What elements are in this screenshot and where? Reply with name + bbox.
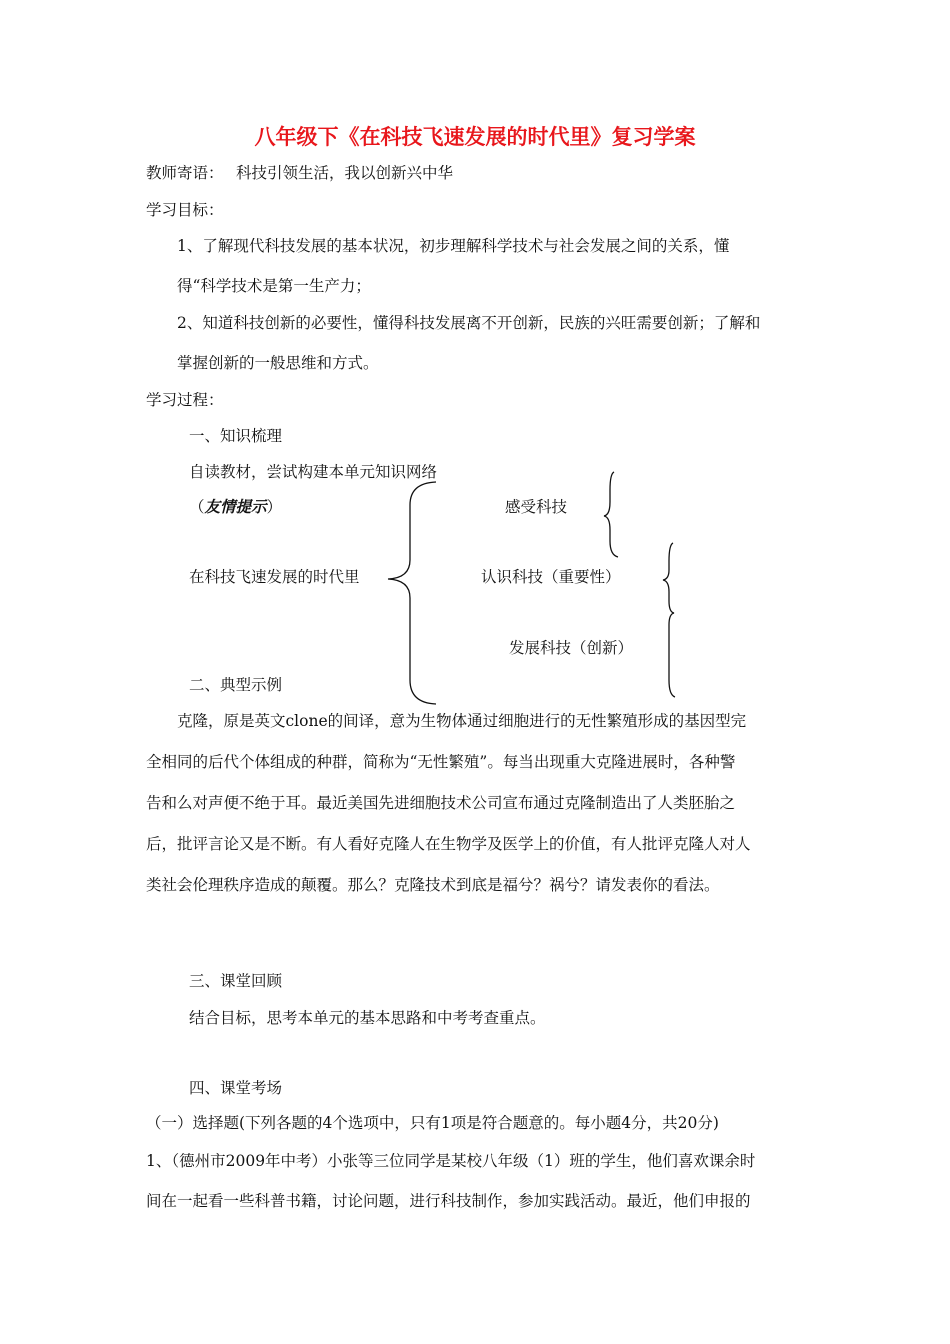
teacher-message-text: 科技引领生活，我以创新兴中华 <box>236 164 454 182</box>
example-paragraph-line-1: 克隆，原是英文clone的间译，意为生物体通过细胞进行的无性繁殖形成的基因型完 <box>177 712 747 730</box>
question-1-line-1: 1、（德州市2009年中考）小张等三位同学是某校八年级（1）班的学生，他们喜欢课余时 <box>146 1152 756 1170</box>
section-4-heading: 四、课堂考场 <box>189 1079 283 1097</box>
question-1-line-2: 间在一起看一些科普书籍，讨论问题，进行科技制作，参加实践活动。最近，他们申报的 <box>146 1192 751 1210</box>
hint-open-paren: （ <box>189 498 205 516</box>
map-node-feel: 感受科技 <box>505 498 568 516</box>
goal-2-line-2: 掌握创新的一般思维和方式。 <box>177 354 379 372</box>
teacher-message-label: 教师寄语： <box>146 164 224 182</box>
goal-1-line-1: 1、了解现代科技发展的基本状况，初步理解科学技术与社会发展之间的关系，懂 <box>177 237 730 255</box>
section-1-heading: 一、知识梳理 <box>189 427 283 445</box>
hint-close-paren: ） <box>266 498 283 516</box>
section-3-text: 结合目标，思考本单元的基本思路和中考考查重点。 <box>189 1009 546 1027</box>
example-paragraph-line-5: 类社会伦理秩序造成的颠覆。那么？克隆技术到底是福兮？祸兮？请发表你的看法。 <box>146 876 720 894</box>
goals-heading: 学习目标： <box>146 201 224 219</box>
map-root-node: 在科技飞速发展的时代里 <box>189 568 360 586</box>
example-paragraph-line-2: 全相同的后代个体组成的种群，简称为“无性繁殖”。每当出现重大克隆进展时，各种警 <box>146 753 736 771</box>
goal-2-line-1: 2、知道科技创新的必要性，懂得科技发展离不开创新，民族的兴旺需要创新；了解和 <box>177 314 761 332</box>
multiple-choice-intro: （一）选择题(下列各题的4个选项中，只有1项是符合题意的。每小题4分，共20分) <box>146 1114 719 1132</box>
process-heading: 学习过程： <box>146 391 224 409</box>
goal-1-line-2: 得“科学技术是第一生产力； <box>177 277 371 295</box>
example-paragraph-line-3: 告和么对声便不绝于耳。最近美国先进细胞技术公司宣布通过克隆制造出了人类胚胎之 <box>146 794 736 812</box>
develop-brace <box>663 543 675 697</box>
section-2-heading: 二、典型示例 <box>189 676 283 694</box>
feel-brace <box>604 472 618 557</box>
section-1-intro: 自读教材，尝试构建本单元知识网络 <box>189 463 438 481</box>
section-3-heading: 三、课堂回顾 <box>189 972 283 990</box>
main-brace <box>388 482 436 704</box>
hint-text: 友情提示 <box>204 497 267 516</box>
map-node-know: 认识科技（重要性） <box>481 568 621 586</box>
example-paragraph-line-4: 后，批评言论又是不断。有人看好克隆人在生物学及医学上的价值，有人批评克隆人对人 <box>146 835 751 853</box>
map-node-develop: 发展科技（创新） <box>509 639 634 657</box>
document-title: 八年级下《在科技飞速发展的时代里》复习学案 <box>254 124 696 149</box>
